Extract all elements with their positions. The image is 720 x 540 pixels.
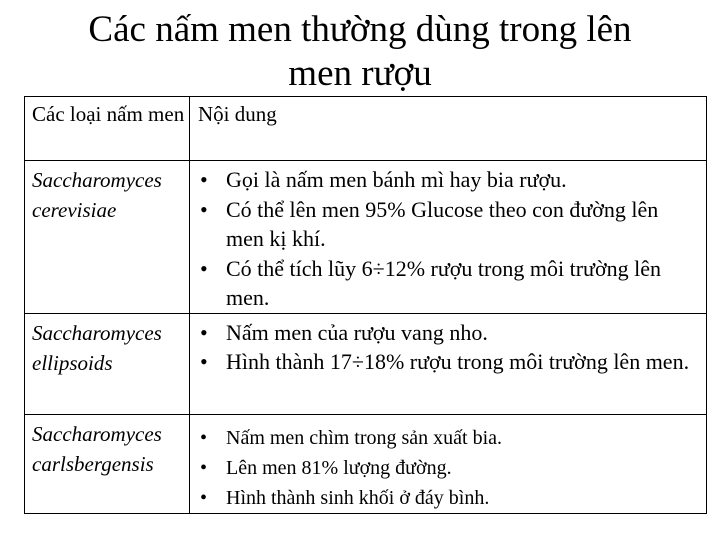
species-cell [25,414,190,513]
list-item [200,347,696,377]
bullet-icon: • [200,255,208,281]
list-item [200,453,696,483]
header-content-cell [190,97,707,161]
header-name-label: Các loại nấm men [32,102,185,126]
list-item-text: Hình thành sinh khối ở đáy bình. [226,486,490,509]
bullet-icon: • [200,426,208,449]
yeast-table [24,96,707,514]
table-row [25,313,707,414]
header-name-cell [25,97,190,161]
species-cell [25,161,190,314]
species-epithet: carlsbergensis [32,451,154,476]
content-cell [190,161,707,314]
bullet-icon: • [200,456,208,479]
slide-title [0,8,720,96]
slide-title-line-2: men rượu [288,53,432,94]
list-item-text: Nấm men của rượu vang nho. [226,319,488,345]
slide-title-line-1: Các nấm men thường dùng trong lên [88,9,632,50]
bullet-icon: • [200,486,208,509]
list-item [200,254,696,313]
content-list [190,161,706,313]
species-epithet: cerevisiae [32,198,117,222]
header-content-label: Nội dung [198,102,277,126]
list-item-text: Nấm men chìm trong sản xuất bia. [226,426,503,449]
bullet-icon: • [200,196,208,222]
list-item-text: Có thể tích lũy 6÷12% rượu trong môi trường lên men. [226,255,661,310]
content-cell [190,313,707,414]
list-item [200,483,696,513]
bullet-icon: • [200,167,208,192]
list-item-text: Có thể lên men 95% Glucose theo con đường lên men kị khí. [226,196,659,251]
content-list [190,314,706,377]
list-item [200,423,696,453]
species-cell [25,313,190,414]
content-cell [190,414,707,513]
list-item [200,165,696,195]
list-item-text: Lên men 81% lượng đường. [226,456,452,479]
species-genus: Saccharomyces [32,320,162,345]
table-row [25,161,707,314]
list-item-text: Gọi là nấm men bánh mì hay bia rượu. [226,167,567,192]
table-header-row [25,97,707,161]
content-list [190,415,706,513]
list-item-text: Hình thành 17÷18% rượu trong môi trường lên men. [226,349,690,374]
list-item [200,318,696,348]
list-item [200,195,696,254]
species-genus: Saccharomyces [32,168,162,192]
bullet-icon: • [200,349,208,374]
bullet-icon: • [200,319,208,345]
table-row [25,414,707,513]
species-epithet: ellipsoids [32,350,113,375]
species-genus: Saccharomyces [32,421,162,446]
